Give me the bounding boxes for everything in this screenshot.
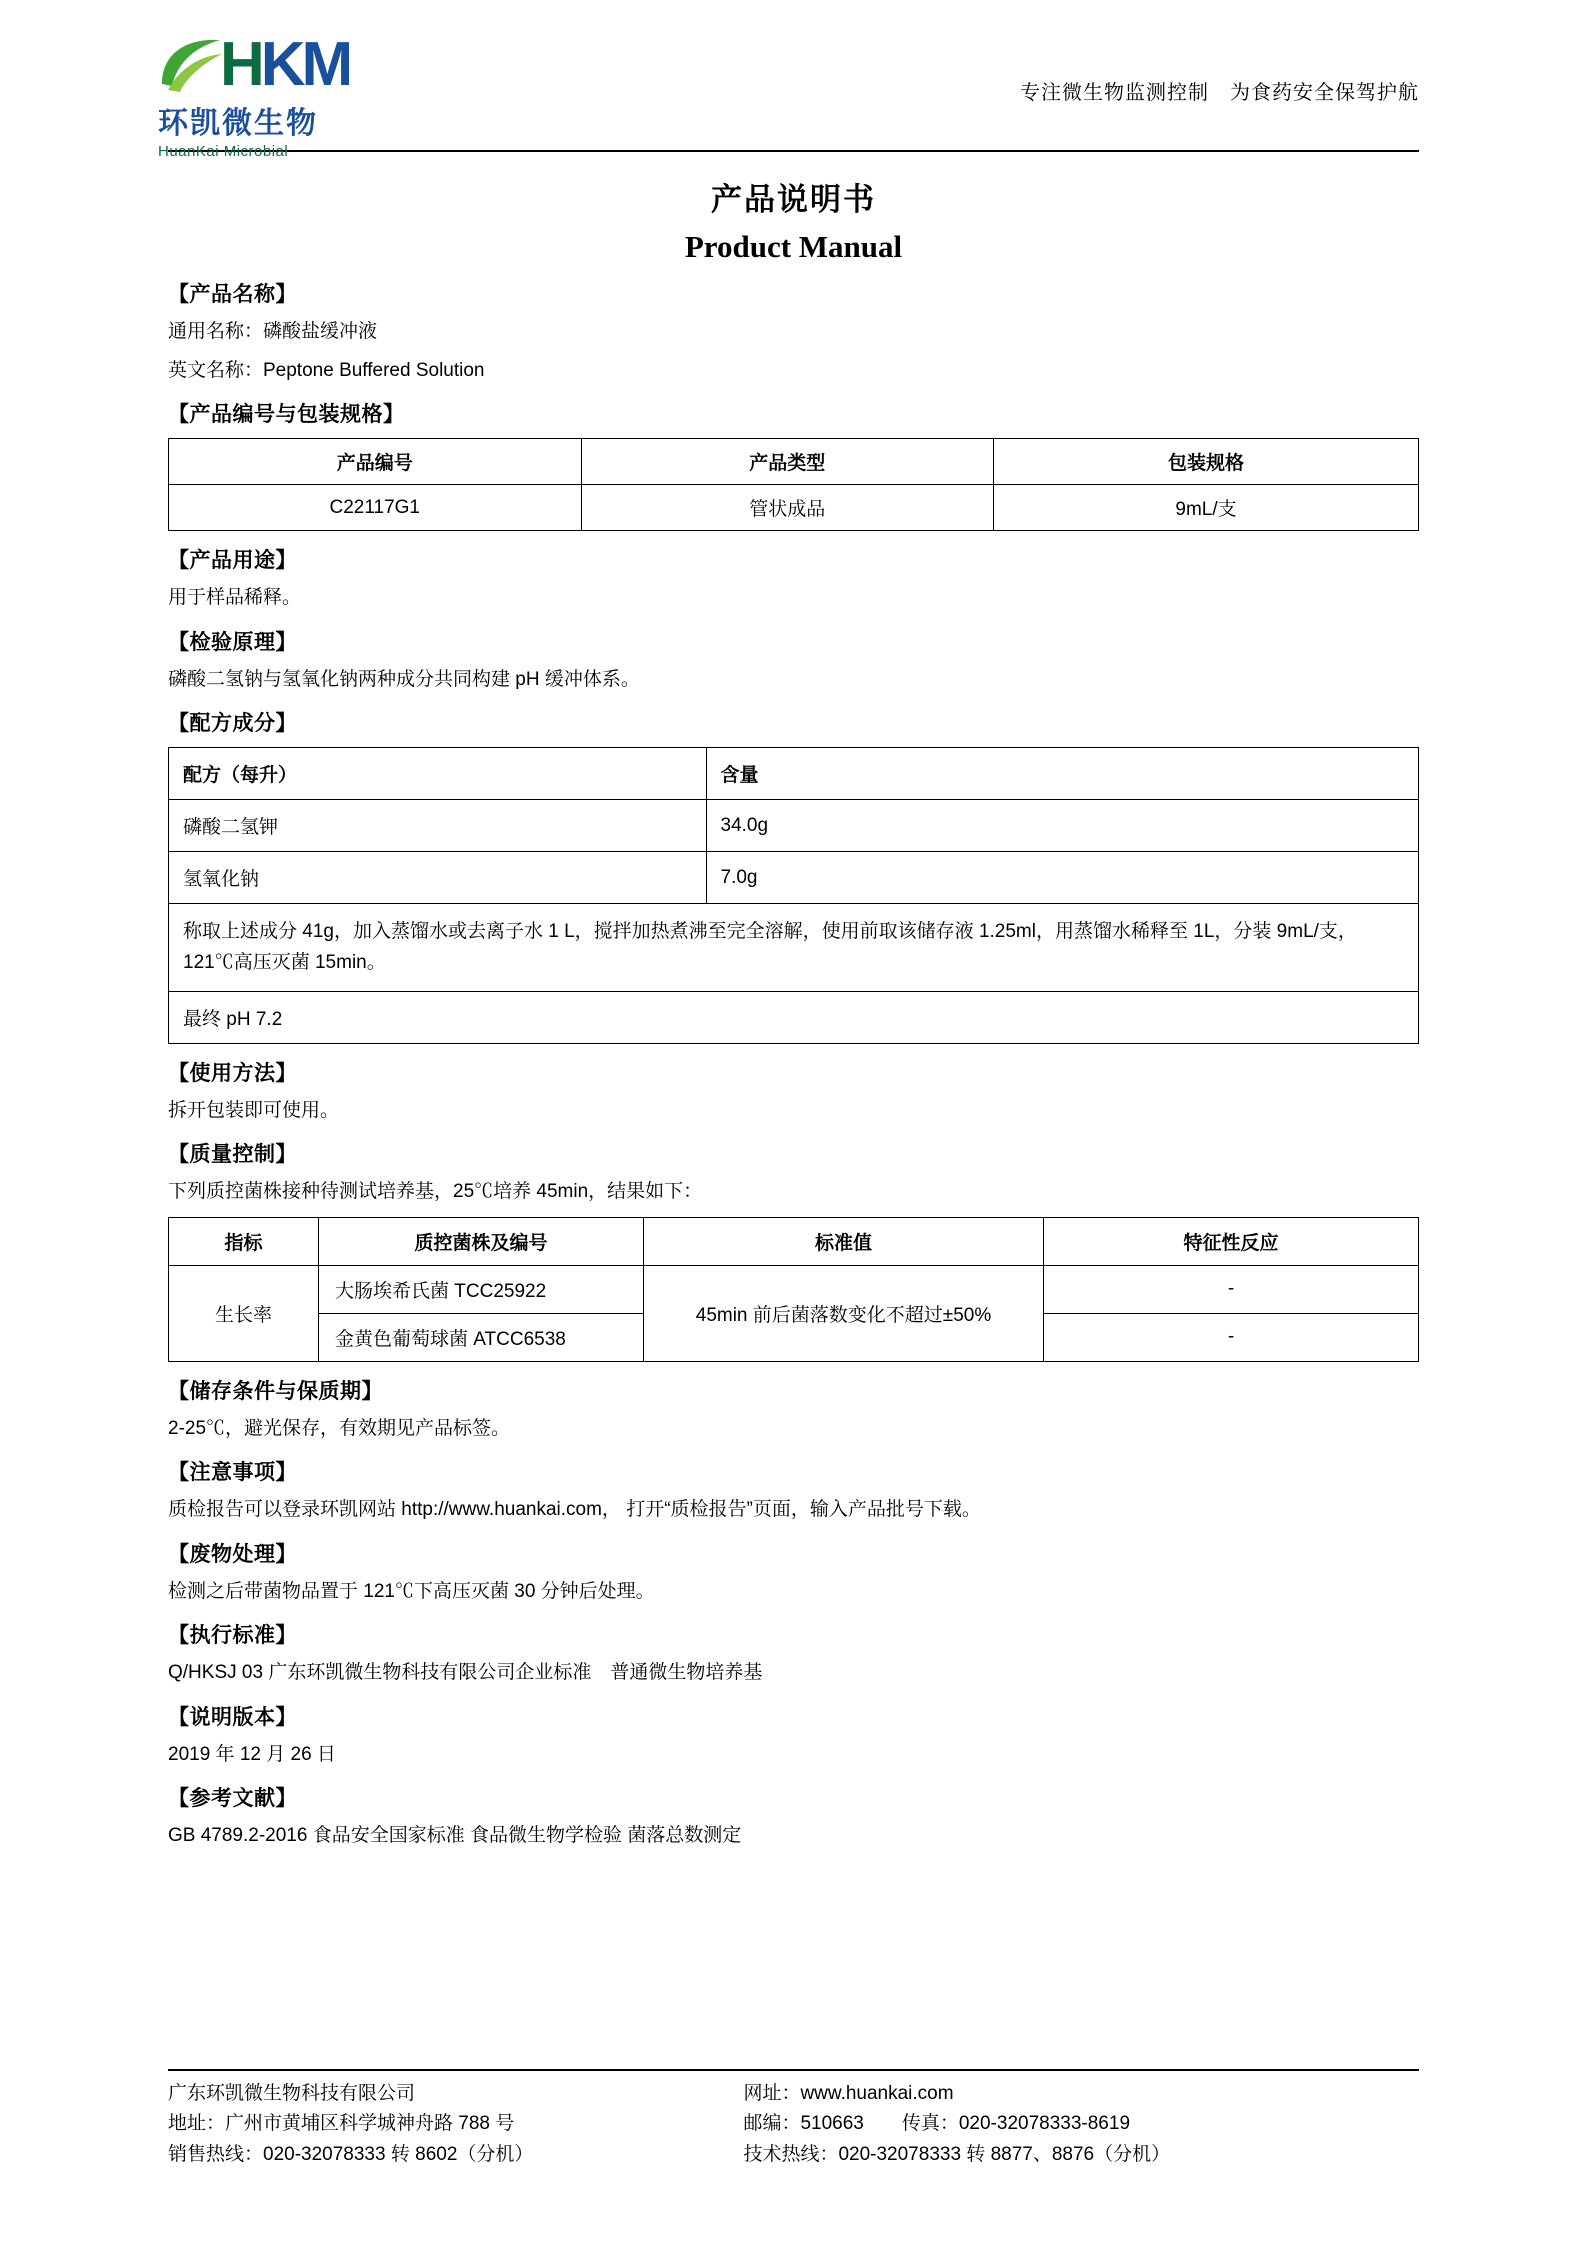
section-heading-usage: 【产品用途】 — [168, 549, 297, 572]
table-row — [169, 904, 1419, 992]
cell-strain-1: 大肠埃希氏菌 TCC25922 — [319, 1265, 644, 1313]
section-heading-principle: 【检验原理】 — [168, 630, 297, 654]
cell-reaction-2: - — [1044, 1313, 1419, 1361]
logo-wordmark — [158, 29, 350, 99]
method-text: 拆开包装即可使用。 — [168, 1099, 340, 1121]
principle-text: 磷酸二氢钠与氢氧化钠两种成分共同构建 pH 缓冲体系。 — [168, 668, 640, 690]
storage-text: 2-25℃，避光保存，有效期见产品标签。 — [168, 1417, 511, 1439]
logo-english-name: HuanKai Microbial — [158, 143, 289, 160]
footer-divider — [168, 2069, 1419, 2071]
page-title-cn: 产品说明书 — [711, 182, 876, 217]
cell-metric-growth-rate: 生长率 — [169, 1265, 319, 1361]
cell-ingredient-name: 氢氧化钠 — [169, 852, 707, 904]
section-heading-quality: 【质量控制】 — [168, 1143, 297, 1167]
section-heading-formula: 【配方成分】 — [168, 712, 297, 735]
section-heading-standard: 【执行标准】 — [168, 1624, 297, 1648]
reference-text: GB 4789.2-2016 食品安全国家标准 食品微生物学检验 菌落总数测定 — [168, 1825, 742, 1847]
section-heading-method: 【使用方法】 — [168, 1061, 297, 1085]
logo-letters-km: KM — [260, 29, 350, 99]
column-header-metric: 指标 — [169, 1217, 319, 1265]
cell-ingredient-amount: 7.0g — [706, 852, 1419, 904]
table-row — [169, 852, 1419, 904]
column-header-package: 包装规格 — [994, 439, 1419, 485]
product-common-name: 通用名称：磷酸盐缓冲液 — [168, 321, 378, 342]
column-header-reaction: 特征性反应 — [1044, 1217, 1419, 1265]
table-row — [169, 800, 1419, 852]
footer-right-column — [743, 2079, 1419, 2171]
table-row — [169, 991, 1419, 1043]
notice-text: 质检报告可以登录环凯网站 http://www.huankai.com， 打开“质检报告”页面，输入产品批号下载。 — [168, 1499, 981, 1521]
footer-left-column — [168, 2079, 743, 2171]
cell-package-spec: 9mL/支 — [994, 485, 1419, 531]
table-header-row — [169, 1217, 1419, 1265]
usage-text: 用于样品稀释。 — [168, 587, 302, 608]
logo-chinese-name: 环凯微生物 — [158, 107, 318, 140]
footer-content — [168, 2079, 1419, 2171]
cell-strain-2: 金黄色葡萄球菌 ATCC6538 — [319, 1313, 644, 1361]
quality-control-table — [168, 1217, 1419, 1362]
page-header — [158, 0, 1419, 160]
footer-website: 网址：www.huankai.com — [743, 2082, 954, 2104]
footer-sales-hotline: 销售热线：020-32078333 转 8602（分机） — [168, 2144, 534, 2166]
section-heading-storage: 【储存条件与保质期】 — [168, 1379, 383, 1403]
footer-tech-hotline: 技术热线：020-32078333 转 8877、8876（分机） — [743, 2144, 1171, 2166]
table-header-row — [169, 748, 1419, 800]
cell-reaction-1: - — [1044, 1265, 1419, 1313]
formula-table — [168, 747, 1419, 1044]
cell-product-type: 管状成品 — [581, 485, 994, 531]
column-header-formula: 配方（每升） — [169, 748, 707, 800]
cell-product-code: C22117G1 — [169, 485, 582, 531]
cell-ingredient-amount: 34.0g — [706, 800, 1419, 852]
section-heading-version: 【说明版本】 — [168, 1705, 297, 1729]
product-english-name: 英文名称：Peptone Buffered Solution — [168, 359, 485, 381]
waste-text: 检测之后带菌物品置于 121℃下高压灭菌 30 分钟后处理。 — [168, 1580, 655, 1602]
standard-text: Q/HKSJ 03 广东环凯微生物科技有限公司企业标准 普通微生物培养基 — [168, 1662, 763, 1684]
column-header-strain: 质控菌株及编号 — [319, 1217, 644, 1265]
logo-letter-h: H — [220, 29, 261, 99]
header-slogan: 专注微生物监测控制 为食药安全保驾护航 — [1020, 82, 1419, 104]
table-row — [169, 1265, 1419, 1313]
formula-final-ph: 最终 pH 7.2 — [169, 991, 1419, 1043]
page-title-en: Product Manual — [684, 229, 903, 264]
column-header-type: 产品类型 — [581, 439, 994, 485]
section-heading-code-spec: 【产品编号与包装规格】 — [168, 403, 405, 426]
hkm-leaf-icon — [158, 34, 224, 96]
version-text: 2019 年 12 月 26 日 — [168, 1743, 336, 1765]
table-row — [169, 485, 1419, 531]
header-divider — [168, 150, 1419, 152]
section-heading-waste: 【废物处理】 — [168, 1542, 297, 1566]
formula-preparation-note: 称取上述成分 41g，加入蒸馏水或去离子水 1 L，搅拌加热煮沸至完全溶解，使用前取该储存液 1.25ml，用蒸馏水稀释至 1L，分装 9mL/支，121℃高压灭菌 15min。 — [169, 904, 1419, 992]
product-code-table — [168, 438, 1419, 531]
section-heading-reference: 【参考文献】 — [168, 1787, 297, 1811]
page-footer — [168, 2061, 1419, 2171]
cell-standard-value: 45min 前后菌落数变化不超过±50% — [644, 1265, 1044, 1361]
column-header-code: 产品编号 — [169, 439, 582, 485]
company-logo — [158, 29, 350, 160]
footer-postcode-fax: 邮编：510663 传真：020-32078333-8619 — [743, 2113, 1131, 2135]
column-header-content: 含量 — [706, 748, 1419, 800]
table-header-row — [169, 439, 1419, 485]
footer-address: 地址：广州市黄埔区科学城神舟路 788 号 — [168, 2113, 515, 2135]
footer-company: 广东环凯微生物科技有限公司 — [168, 2082, 416, 2104]
section-heading-notice: 【注意事项】 — [168, 1461, 297, 1485]
section-heading-product-name: 【产品名称】 — [168, 283, 297, 306]
cell-ingredient-name: 磷酸二氢钾 — [169, 800, 707, 852]
column-header-standard: 标准值 — [644, 1217, 1044, 1265]
quality-intro-text: 下列质控菌株接种待测试培养基，25℃培养 45min，结果如下： — [168, 1181, 703, 1203]
